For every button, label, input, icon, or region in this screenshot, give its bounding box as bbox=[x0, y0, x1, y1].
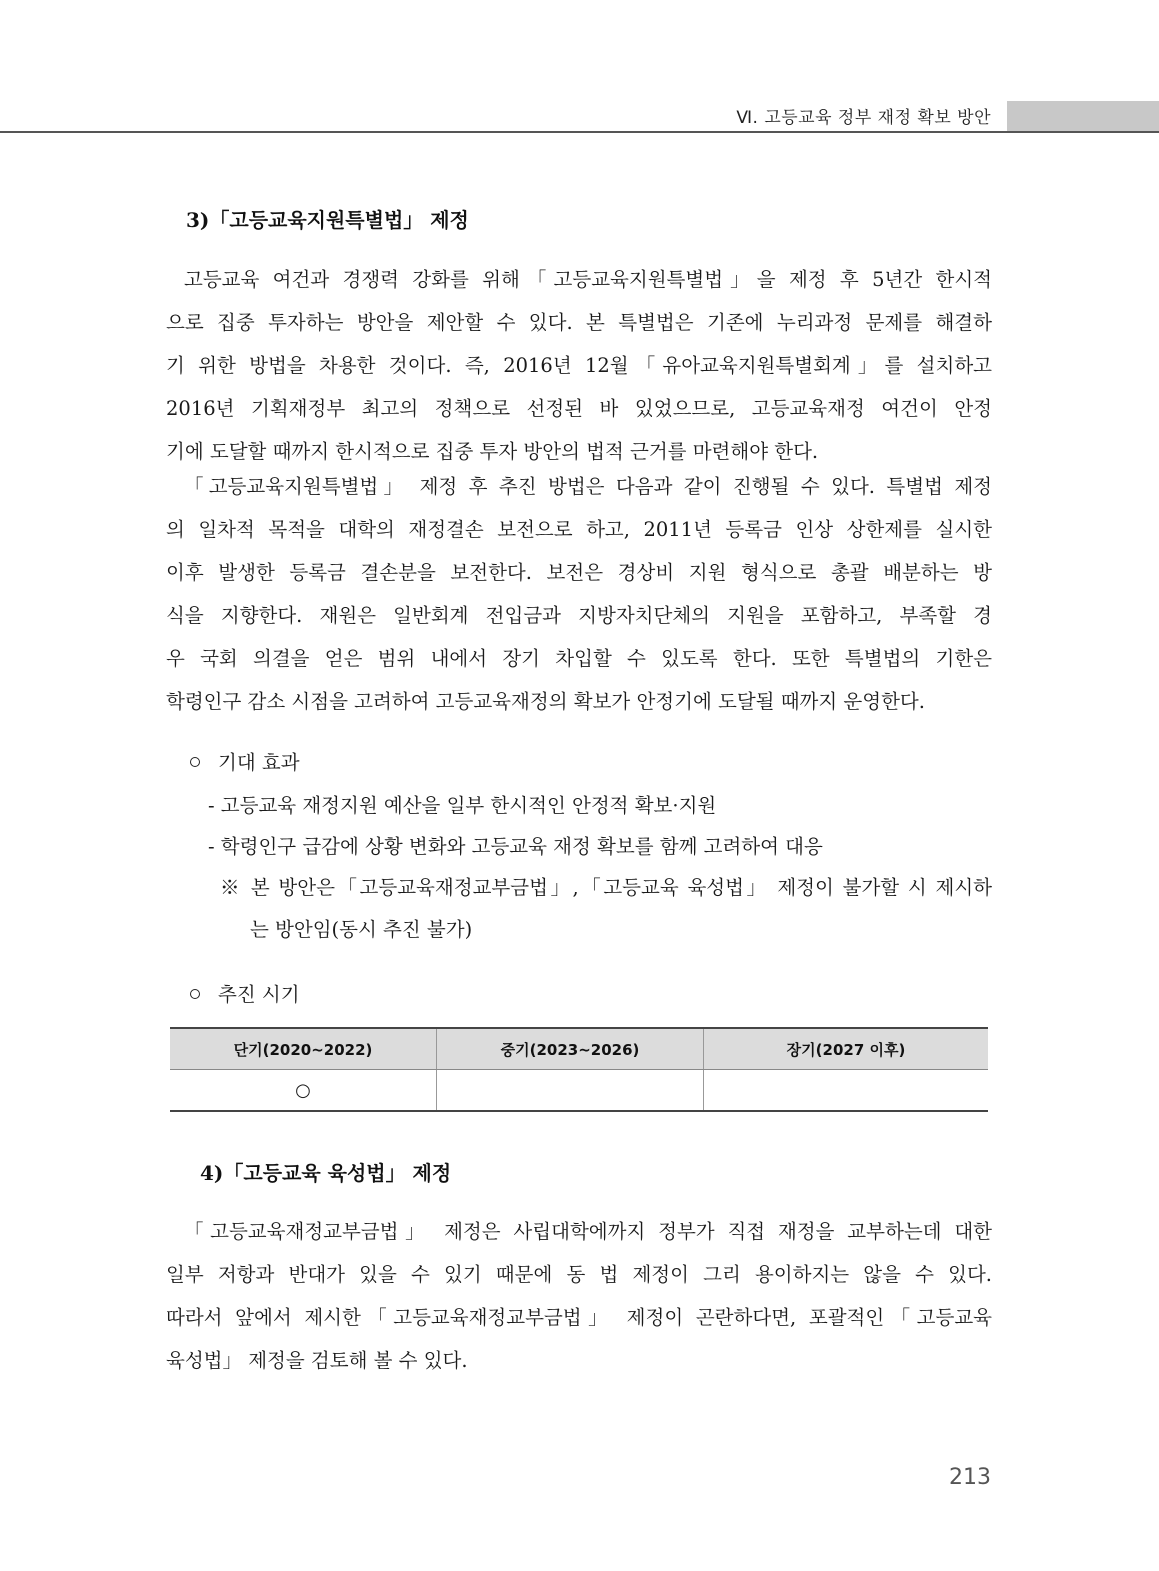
text-line: 기에 도달할 때까지 한시적으로 집중 투자 방안의 법적 근거를 마련해야 한다. bbox=[166, 440, 819, 463]
text-line: 고등교육 여건과 경쟁력 강화를 위해「고등교육지원특별법」을 제정 후 5년간 한시적 bbox=[184, 268, 992, 291]
text-line: 학령인구 감소 시점을 고려하여 고등교육재정의 확보가 안정기에 도달될 때까지 운영한다. bbox=[166, 690, 925, 713]
timeline-table bbox=[170, 1027, 988, 1112]
section-3-paragraph-1 bbox=[166, 258, 992, 473]
text-line: 2016년 기획재정부 최고의 정책으로 선정된 바 있었으므로, 고등교육재정 여건이 안정 bbox=[166, 397, 992, 420]
timeline-heading bbox=[190, 979, 300, 1007]
table-header-row bbox=[170, 1028, 988, 1070]
expected-effects-title: 기대 효과 bbox=[218, 751, 300, 774]
text-line: 「고등교육재정교부금법」 제정은 사립대학에까지 정부가 직접 재정을 교부하는데 대한 bbox=[184, 1220, 992, 1243]
table-cell: ○ bbox=[170, 1070, 437, 1112]
table-cell bbox=[704, 1070, 989, 1112]
table-header-cell: 단기(2020~2022) bbox=[170, 1028, 437, 1070]
circle-bullet-icon bbox=[190, 757, 200, 767]
text-line: 따라서 앞에서 제시한「고등교육재정교부금법」 제정이 곤란하다면, 포괄적인「고등교육 bbox=[166, 1306, 992, 1329]
header-tab-block bbox=[1007, 101, 1159, 131]
section-4-title: 4)「고등교육 육성법」 제정 bbox=[200, 1161, 452, 1185]
circle-bullet-icon bbox=[190, 989, 200, 999]
table-header-cell: 장기(2027 이후) bbox=[704, 1028, 989, 1070]
text-line: 일부 저항과 반대가 있을 수 있기 때문에 동 법 제정이 그리 용이하지는 않을 수 있다. bbox=[166, 1263, 992, 1286]
table-row bbox=[170, 1070, 988, 1112]
timeline-title: 추진 시기 bbox=[218, 983, 300, 1006]
text-line: 이후 발생한 등록금 결손분을 보전한다. 보전은 경상비 지원 형식으로 총괄 배분하는 방 bbox=[166, 561, 992, 584]
table-header-cell: 중기(2023~2026) bbox=[437, 1028, 704, 1070]
text-line: 우 국회 의결을 얻은 범위 내에서 장기 차입할 수 있도록 한다. 또한 특별법의 기한은 bbox=[166, 647, 992, 670]
header-divider bbox=[0, 131, 1159, 133]
expected-effect-item: - 학령인구 급감에 상황 변화와 고등교육 재정 확보를 함께 고려하여 대응 bbox=[208, 835, 823, 858]
effects-note-line-2: 는 방안임(동시 추진 불가) bbox=[250, 918, 473, 941]
effects-note-line-1: ※ 본 방안은「고등교육재정교부금법」,「고등교육 육성법」 제정이 불가할 시 제시하 bbox=[220, 876, 992, 899]
section-4-paragraph bbox=[166, 1210, 992, 1382]
chapter-header: Ⅵ. 고등교육 정부 재정 확보 방안 bbox=[736, 108, 991, 128]
table-cell bbox=[437, 1070, 704, 1112]
text-line: 으로 집중 투자하는 방안을 제안할 수 있다. 본 특별법은 기존에 누리과정 문제를 해결하 bbox=[166, 311, 992, 334]
text-line: 의 일차적 목적을 대학의 재정결손 보전으로 하고, 2011년 등록금 인상 상한제를 실시한 bbox=[166, 518, 992, 541]
expected-effect-item: - 고등교육 재정지원 예산을 일부 한시적인 안정적 확보·지원 bbox=[208, 794, 717, 817]
text-line: 육성법」 제정을 검토해 볼 수 있다. bbox=[166, 1349, 468, 1372]
section-3-title: 3)「고등교육지원특별법」 제정 bbox=[186, 208, 469, 232]
expected-effects-heading bbox=[190, 747, 300, 775]
section-3-paragraph-2 bbox=[166, 465, 992, 723]
text-line: 기 위한 방법을 차용한 것이다. 즉, 2016년 12월「유아교육지원특별회계」를 설치하고 bbox=[166, 354, 992, 377]
text-line: 「고등교육지원특별법」 제정 후 추진 방법은 다음과 같이 진행될 수 있다. 특별법 제정 bbox=[184, 475, 992, 498]
page-number: 213 bbox=[949, 1465, 991, 1490]
text-line: 식을 지향한다. 재원은 일반회계 전입금과 지방자치단체의 지원을 포함하고, 부족할 경 bbox=[166, 604, 992, 627]
